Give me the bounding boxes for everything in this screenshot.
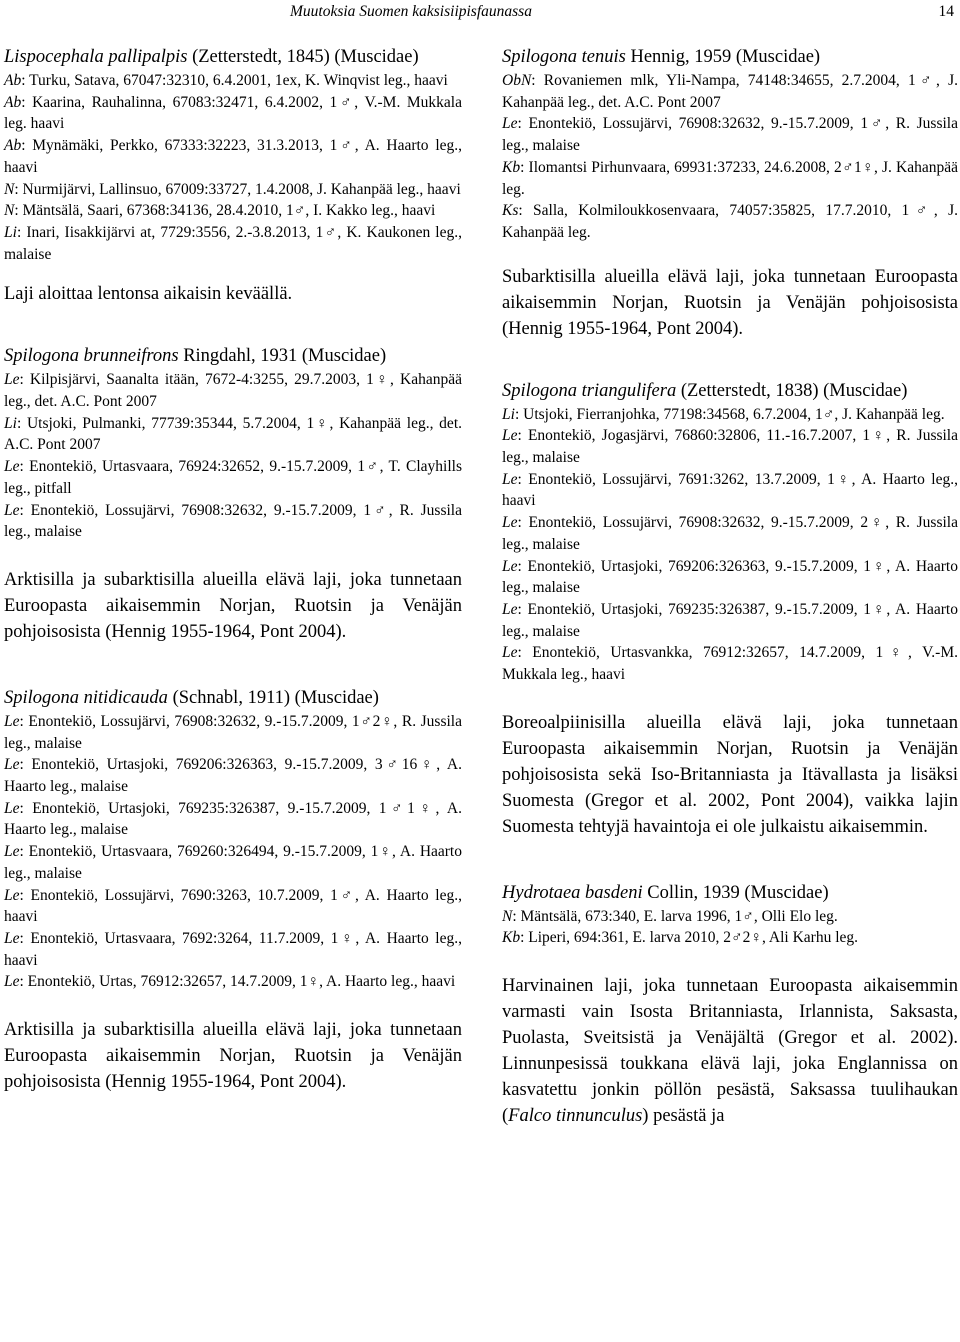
record (4, 500, 462, 543)
species-summary: Boreoalpiinisilla alueilla elävä laji, joka tunnetaan Euroopasta aikaisemmin Norjan, Ruotsin ja Venäjän pohjoisosista sekä Iso-Britanniasta ja Itävallasta ja lisäksi Suomesta (Gregor et al. 2002, Pont 2004), vaikka lajin Suomesta tehtyjä havaintoja ei ole julkaistu aikaisemmin. (502, 712, 958, 837)
record-text: : Kilpisjärvi, Saanalta itään, 7672-4:3255, 29.7.2003, 1♀, Kahanpää leg., det. A.C. Pont 2007 (4, 371, 462, 411)
record-text: : Enontekiö, Lossujärvi, 7691:3262, 13.7.2009, 1♀, A. Haarto leg., haavi (502, 470, 958, 510)
species-entry-triangulifera (502, 378, 958, 840)
record (4, 200, 462, 222)
region-code: Le (4, 929, 20, 947)
species-author: (Zetterstedt, 1845) (Muscidae) (187, 47, 419, 67)
record (502, 599, 958, 642)
region-code: Ab (4, 137, 22, 155)
species-heading (502, 378, 958, 404)
region-code: Le (502, 115, 518, 133)
region-code: Ab (4, 72, 22, 89)
record (4, 70, 462, 92)
region-code: Ab (4, 93, 22, 111)
record (4, 928, 462, 971)
species-note: Laji aloittaa lentonsa aikaisin keväällä. (4, 284, 293, 305)
region-code: Ks (502, 202, 519, 220)
species-name: Lispocephala pallipalpis (4, 47, 188, 67)
record-text: : Enontekiö, Urtasjoki, 769206:326363, 9.-15.7.2009, 1♀, A. Haarto leg., malaise (502, 557, 958, 597)
region-code: Le (502, 514, 518, 532)
species-summary (502, 973, 958, 1129)
record-text: : Enontekiö, Lossujärvi, 76908:32632, 9.-15.7.2009, 2♀, R. Jussila leg., malaise (502, 514, 958, 553)
record (4, 456, 462, 499)
record-text: : Enontekiö, Lossujärvi, 76908:32632, 9.-15.7.2009, 1♂, R. Jussila leg., malaise (4, 501, 462, 541)
page-number: 14 (938, 3, 954, 20)
region-code: Le (502, 600, 518, 618)
region-code: Le (4, 886, 20, 904)
record-text: : Mäntsälä, 673:340, E. larva 1996, 1♂, Olli Elo leg. (512, 907, 838, 925)
species-summary: Arktisilla ja subarktisilla alueilla elävä laji, joka tunnetaan Euroopasta aikaisemmin Norjan, Ruotsin ja Venäjän pohjoisosista (Hennig 1955-1964, Pont 2004). (4, 1020, 462, 1093)
record (502, 906, 958, 928)
record (502, 642, 958, 685)
summary-text: ) pesästä ja (642, 1106, 725, 1127)
species-author: Collin, 1939 (Muscidae) (642, 882, 829, 903)
record (502, 404, 958, 426)
record-text: : Kaarina, Rauhalinna, 67083:32471, 6.4.2002, 1♂, V.-M. Mukkala leg. haavi (4, 93, 462, 133)
species-author: Hennig, 1959 (Muscidae) (625, 47, 821, 67)
region-code: Le (502, 427, 518, 445)
region-code: Li (4, 223, 17, 241)
record-text: : Enontekiö, Urtasvankka, 76912:32657, 14.7.2009, 1♀, V.-M. Mukkala leg., haavi (502, 644, 958, 684)
region-code: N (4, 202, 15, 220)
region-code: Le (4, 799, 20, 817)
record-text: : Enontekiö, Urtasjoki, 769206:326363, 9.-15.7.2009, 3♂16♀, A. Haarto leg., malaise (4, 756, 462, 796)
record (502, 157, 958, 200)
record (502, 556, 958, 599)
species-entry-nitidicauda (4, 685, 462, 1095)
species-author: Ringdahl, 1931 (Muscidae) (178, 346, 387, 367)
species-heading (502, 880, 958, 906)
record (4, 711, 462, 754)
record (4, 885, 462, 928)
region-code: Kb (502, 929, 521, 947)
record-text: : Liperi, 694:361, E. larva 2010, 2♂2♀, Ali Karhu leg. (520, 929, 859, 947)
record (502, 200, 958, 243)
record (502, 469, 958, 512)
record (4, 841, 462, 884)
record-text: : Enontekiö, Urtasjoki, 769235:326387, 9.-15.7.2009, 1♀, A. Haarto leg., malaise (502, 600, 958, 640)
record-text: : Salla, Kolmiloukkosenvaara, 74057:35825, 17.7.2010, 1♂, J. Kahanpää leg. (502, 202, 958, 241)
species-summary: Subarktisilla alueilla elävä laji, joka tunnetaan Euroopasta aikaisemmin Norjan, Ruotsin ja Venäjän pohjoisosista (Hennig 1955-1964, Pont 2004). (502, 266, 958, 339)
record-text: : Inari, Iisakkijärvi at, 7729:3556, 2.-3.8.2013, 1♂, K. Kaukonen leg., malaise (4, 223, 462, 263)
region-code: Le (4, 458, 20, 476)
region-code: Le (4, 712, 20, 730)
record (4, 971, 462, 993)
region-code: ObN (502, 72, 532, 89)
record (4, 754, 462, 797)
record (4, 179, 462, 201)
record-text: : Enontekiö, Urtasvaara, 769260:326494, 9.-15.7.2009, 1♀, A. Haarto leg., malaise (4, 843, 462, 882)
record (4, 92, 462, 135)
record (4, 798, 462, 841)
region-code: Li (4, 414, 17, 432)
record (4, 369, 462, 412)
region-code: Le (4, 756, 20, 774)
record (502, 512, 958, 555)
region-code: Le (4, 371, 20, 389)
record-text: : Enontekiö, Urtas, 76912:32657, 14.7.2009, 1♀, A. Haarto leg., haavi (19, 973, 456, 991)
species-entry-brunneifrons (4, 343, 462, 645)
record-text: : Nurmijärvi, Lallinsuo, 67009:33727, 1.4.2008, J. Kahanpää leg., haavi (14, 180, 461, 198)
region-code: Kb (502, 158, 521, 176)
species-name: Spilogona triangulifera (502, 380, 677, 401)
species-summary: Arktisilla ja subarktisilla alueilla elävä laji, joka tunnetaan Euroopasta aikaisemmin Norjan, Ruotsin ja Venäjän pohjoisosista (Hennig 1955-1964, Pont 2004). (4, 569, 462, 642)
record (502, 425, 958, 468)
summary-text: Harvinainen laji, joka tunnetaan Euroopasta aikaisemmin varmasti vain Isosta Britanniasta, Irlannista, Saksasta, Puolasta, Sveitsistä ja Venäjältä (Gregor et al. 2002). Linnunpesissä toukkana elävä laji, joka Englannissa on kasvatettu jonkin pöllön pesästä, Saksassa tuulihaukan ( (502, 976, 958, 1127)
record-text: : Enontekiö, Lossujärvi, 76908:32632, 9.-15.7.2009, 1♂, R. Jussila leg., malaise (502, 115, 958, 155)
region-code: Le (4, 843, 20, 861)
species-author: (Schnabl, 1911) (Muscidae) (167, 687, 379, 708)
record-text: : Rovaniemen mlk, Yli-Nampa, 74148:34655, 2.7.2004, 1♂, J. Kahanpää leg., det. A.C. Pont 2007 (502, 72, 958, 111)
left-column (4, 44, 462, 1095)
record (502, 927, 958, 949)
region-code: Le (502, 644, 518, 662)
page-header (0, 0, 960, 24)
region-code: N (4, 180, 15, 198)
species-name: Spilogona tenuis (502, 47, 626, 67)
record-text: : Enontekiö, Urtasjoki, 769235:326387, 9.-15.7.2009, 1♂1♀, A. Haarto leg., malaise (4, 799, 462, 839)
species-name: Spilogona brunneifrons (4, 346, 179, 367)
record-text: : Utsjoki, Pulmanki, 77739:35344, 5.7.2004, 1♀, Kahanpää leg., det. A.C. Pont 2007 (4, 414, 462, 454)
species-name: Hydrotaea basdeni (502, 882, 643, 903)
region-code: N (502, 907, 513, 925)
record-text: : Mäntsälä, Saari, 67368:34136, 28.4.2010, 1♂, I. Kakko leg., haavi (14, 202, 436, 220)
running-title: Muutoksia Suomen kaksisiipisfaunassa (290, 3, 532, 20)
summary-species-italic: Falco tinnunculus (508, 1106, 643, 1127)
species-name: Spilogona nitidicauda (4, 687, 168, 708)
species-entry-tenuis (502, 44, 958, 342)
region-code: Li (502, 405, 515, 423)
region-code: Le (4, 973, 20, 991)
species-heading (4, 44, 462, 70)
record-text: : Utsjoki, Fierranjohka, 77198:34568, 6.7.2004, 1♂, J. Kahanpää leg. (514, 405, 945, 423)
record (4, 413, 462, 456)
record (4, 135, 462, 178)
record (4, 222, 462, 265)
record-text: : Ilomantsi Pirhunvaara, 69931:37233, 24.6.2008, 2♂1♀, J. Kahanpää leg. (502, 158, 958, 198)
species-heading (502, 44, 958, 70)
region-code: Le (502, 557, 518, 575)
species-entry-hydrotaea (502, 880, 958, 1129)
region-code: Le (4, 501, 20, 519)
species-author: (Zetterstedt, 1838) (Muscidae) (676, 380, 908, 401)
species-entry-lispocephala (4, 44, 462, 307)
record-text: : Enontekiö, Jogasjärvi, 76860:32806, 11.-16.7.2007, 1♀, R. Jussila leg., malaise (502, 427, 958, 467)
record-text: : Enontekiö, Urtasvaara, 7692:3264, 11.7.2009, 1♀, A. Haarto leg., haavi (4, 929, 462, 969)
species-heading (4, 685, 462, 711)
species-heading (4, 343, 462, 369)
record-text: : Mynämäki, Perkko, 67333:32223, 31.3.2013, 1♂, A. Haarto leg., haavi (4, 137, 462, 176)
record-text: : Enontekiö, Lossujärvi, 76908:32632, 9.-15.7.2009, 1♂2♀, R. Jussila leg., malaise (4, 712, 462, 752)
region-code: Le (502, 470, 518, 488)
record-text: : Turku, Satava, 67047:32310, 6.4.2001, 1ex, K. Winqvist leg., haavi (21, 72, 448, 89)
right-column (502, 44, 958, 1129)
record-text: : Enontekiö, Lossujärvi, 7690:3263, 10.7.2009, 1♂, A. Haarto leg., haavi (4, 886, 462, 926)
record-text: : Enontekiö, Urtasvaara, 76924:32652, 9.-15.7.2009, 1♂, T. Clayhills leg., pitfall (4, 458, 462, 497)
record (502, 70, 958, 113)
record (502, 113, 958, 156)
